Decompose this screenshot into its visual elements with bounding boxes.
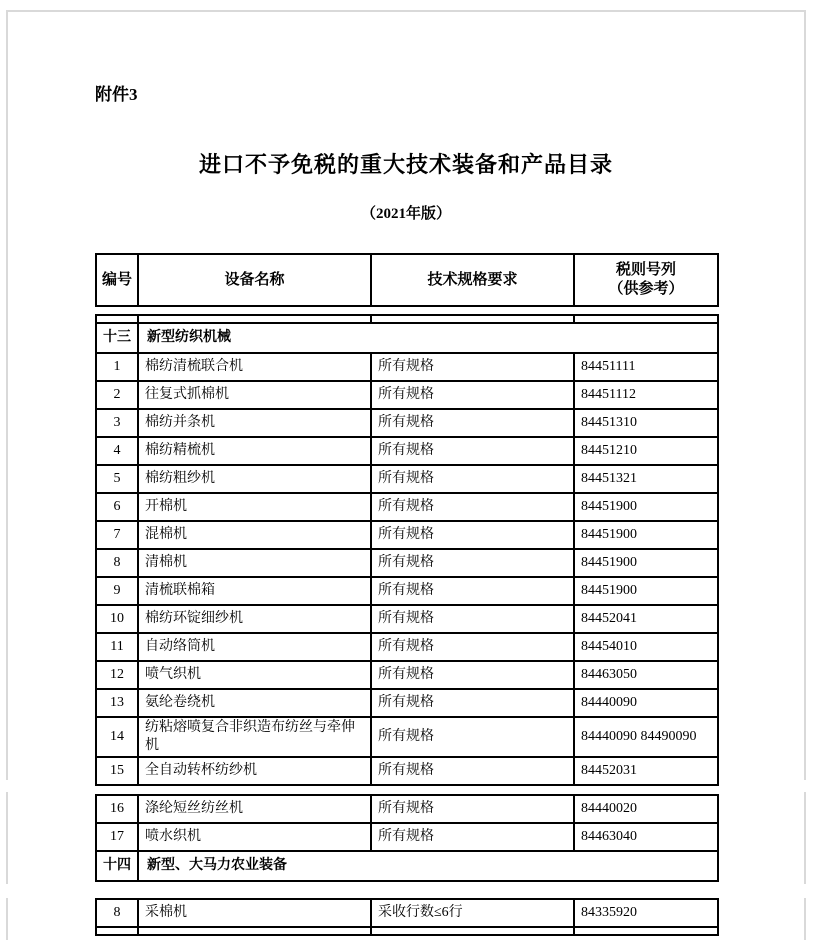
page-left-edge-2	[6, 792, 8, 884]
tariff-code-cell: 84451112	[574, 381, 718, 409]
spec-requirement-cell: 所有规格	[371, 521, 574, 549]
spec-requirement-cell: 所有规格	[371, 633, 574, 661]
table-row	[96, 353, 718, 381]
spec-requirement-cell: 所有规格	[371, 795, 574, 823]
tariff-code-cell: 84451900	[574, 577, 718, 605]
equipment-name-cell: 喷水织机	[138, 823, 371, 851]
row-number-cell: 8	[96, 899, 138, 927]
row-number-cell: 7	[96, 521, 138, 549]
catalog-table-header	[95, 253, 719, 307]
equipment-name-cell: 混棉机	[138, 521, 371, 549]
table-row	[96, 757, 718, 785]
page-right-edge-3	[804, 898, 806, 940]
attachment-label: 附件3	[95, 85, 138, 104]
section13-rows-page1	[96, 353, 718, 785]
equipment-name-cell: 纺粘熔喷复合非织造布纺丝与牵伸机	[138, 717, 371, 757]
table-row	[96, 661, 718, 689]
row-number-cell: 16	[96, 795, 138, 823]
spec-requirement-cell: 所有规格	[371, 605, 574, 633]
table-row	[96, 689, 718, 717]
header-tariff-line2: （供参考）	[608, 281, 684, 297]
document-title: 进口不予免税的重大技术装备和产品目录	[198, 152, 613, 177]
spec-requirement-cell: 采收行数≤6行	[371, 899, 574, 927]
row-number-cell: 14	[96, 717, 138, 757]
equipment-name-cell: 棉纺环锭细纱机	[138, 605, 371, 633]
tariff-code-cell: 84451900	[574, 493, 718, 521]
tariff-code-cell: 84463040	[574, 823, 718, 851]
page-top-edge	[6, 10, 806, 12]
table-row	[96, 577, 718, 605]
page-left-edge-1	[6, 10, 8, 780]
equipment-name-cell: 全自动转杯纺纱机	[138, 757, 371, 785]
tariff-code-cell: 84451900	[574, 521, 718, 549]
table-row	[96, 437, 718, 465]
row-number-cell: 17	[96, 823, 138, 851]
row-number-cell: 5	[96, 465, 138, 493]
table-row	[96, 465, 718, 493]
spec-requirement-cell: 所有规格	[371, 437, 574, 465]
tariff-code-cell: 84451111	[574, 353, 718, 381]
spec-requirement-cell: 所有规格	[371, 577, 574, 605]
equipment-name-cell: 棉纺清梳联合机	[138, 353, 371, 381]
row-number-cell: 2	[96, 381, 138, 409]
page-right-edge-2	[804, 792, 806, 884]
page-right-edge-1	[804, 10, 806, 780]
section13-rows-page2	[96, 795, 718, 851]
spec-requirement-cell: 所有规格	[371, 689, 574, 717]
header-no: 编号	[96, 254, 138, 306]
spec-requirement-cell: 所有规格	[371, 381, 574, 409]
spec-requirement-cell: 所有规格	[371, 465, 574, 493]
equipment-name-cell: 开棉机	[138, 493, 371, 521]
tariff-code-cell: 84335920	[574, 899, 718, 927]
tariff-code-cell: 84452031	[574, 757, 718, 785]
page-left-edge-3	[6, 898, 8, 940]
equipment-name-cell: 棉纺粗纱机	[138, 465, 371, 493]
tariff-code-cell: 84463050	[574, 661, 718, 689]
equipment-name-cell: 清梳联棉箱	[138, 577, 371, 605]
tariff-code-cell: 84451900	[574, 549, 718, 577]
equipment-name-cell: 涤纶短丝纺丝机	[138, 795, 371, 823]
tariff-code-cell: 84451210	[574, 437, 718, 465]
row-number-cell: 10	[96, 605, 138, 633]
section-number: 十三	[96, 323, 138, 353]
row-number-cell: 8	[96, 549, 138, 577]
section-title: 新型、大马力农业装备	[138, 851, 718, 881]
tariff-code-cell: 84451321	[574, 465, 718, 493]
table-row	[96, 409, 718, 437]
row-number-cell: 11	[96, 633, 138, 661]
row-number-cell: 1	[96, 353, 138, 381]
table-row	[96, 493, 718, 521]
equipment-name-cell: 棉纺精梳机	[138, 437, 371, 465]
spec-requirement-cell: 所有规格	[371, 757, 574, 785]
spec-requirement-cell: 所有规格	[371, 823, 574, 851]
spec-requirement-cell: 所有规格	[371, 661, 574, 689]
spec-requirement-cell: 所有规格	[371, 717, 574, 757]
catalog-table-block2	[95, 794, 719, 882]
equipment-name-cell: 往复式抓棉机	[138, 381, 371, 409]
equipment-name-cell: 自动络筒机	[138, 633, 371, 661]
row-number-cell: 3	[96, 409, 138, 437]
equipment-name-cell: 清棉机	[138, 549, 371, 577]
catalog-table-block1	[95, 314, 719, 786]
table-row	[96, 381, 718, 409]
table-row	[96, 549, 718, 577]
section-row-14	[96, 851, 718, 881]
equipment-name-cell: 氨纶卷绕机	[138, 689, 371, 717]
header-row	[96, 254, 718, 306]
header-spec: 技术规格要求	[371, 254, 574, 306]
header-tariff-line1: 税则号列	[615, 262, 676, 278]
row-number-cell: 9	[96, 577, 138, 605]
equipment-name-cell: 棉纺并条机	[138, 409, 371, 437]
equipment-name-cell: 采棉机	[138, 899, 371, 927]
table-row	[96, 717, 718, 757]
row-number-cell: 4	[96, 437, 138, 465]
table-row	[96, 605, 718, 633]
clipped-row	[96, 315, 718, 323]
equipment-name-cell: 喷气织机	[138, 661, 371, 689]
catalog-table-block3	[95, 898, 719, 936]
spec-requirement-cell: 所有规格	[371, 493, 574, 521]
table-row	[96, 899, 718, 927]
header-tariff	[574, 254, 718, 306]
spec-requirement-cell: 所有规格	[371, 409, 574, 437]
row-number-cell: 6	[96, 493, 138, 521]
tariff-code-cell: 84440090 84490090	[574, 717, 718, 757]
tariff-code-cell: 84440090	[574, 689, 718, 717]
section-title: 新型纺织机械	[138, 323, 718, 353]
row-number-cell: 13	[96, 689, 138, 717]
clipped-row	[96, 927, 718, 935]
document-subtitle: （2021年版）	[360, 206, 451, 222]
table-row	[96, 795, 718, 823]
tariff-code-cell: 84451310	[574, 409, 718, 437]
table-row	[96, 521, 718, 549]
spec-requirement-cell: 所有规格	[371, 353, 574, 381]
row-number-cell: 15	[96, 757, 138, 785]
spec-requirement-cell: 所有规格	[371, 549, 574, 577]
section-number: 十四	[96, 851, 138, 881]
tariff-code-cell: 84454010	[574, 633, 718, 661]
table-row	[96, 823, 718, 851]
tariff-code-cell: 84452041	[574, 605, 718, 633]
section-row-13	[96, 323, 718, 353]
header-name: 设备名称	[138, 254, 371, 306]
section14-rows-page2	[96, 899, 718, 927]
row-number-cell: 12	[96, 661, 138, 689]
tariff-code-cell: 84440020	[574, 795, 718, 823]
table-row	[96, 633, 718, 661]
